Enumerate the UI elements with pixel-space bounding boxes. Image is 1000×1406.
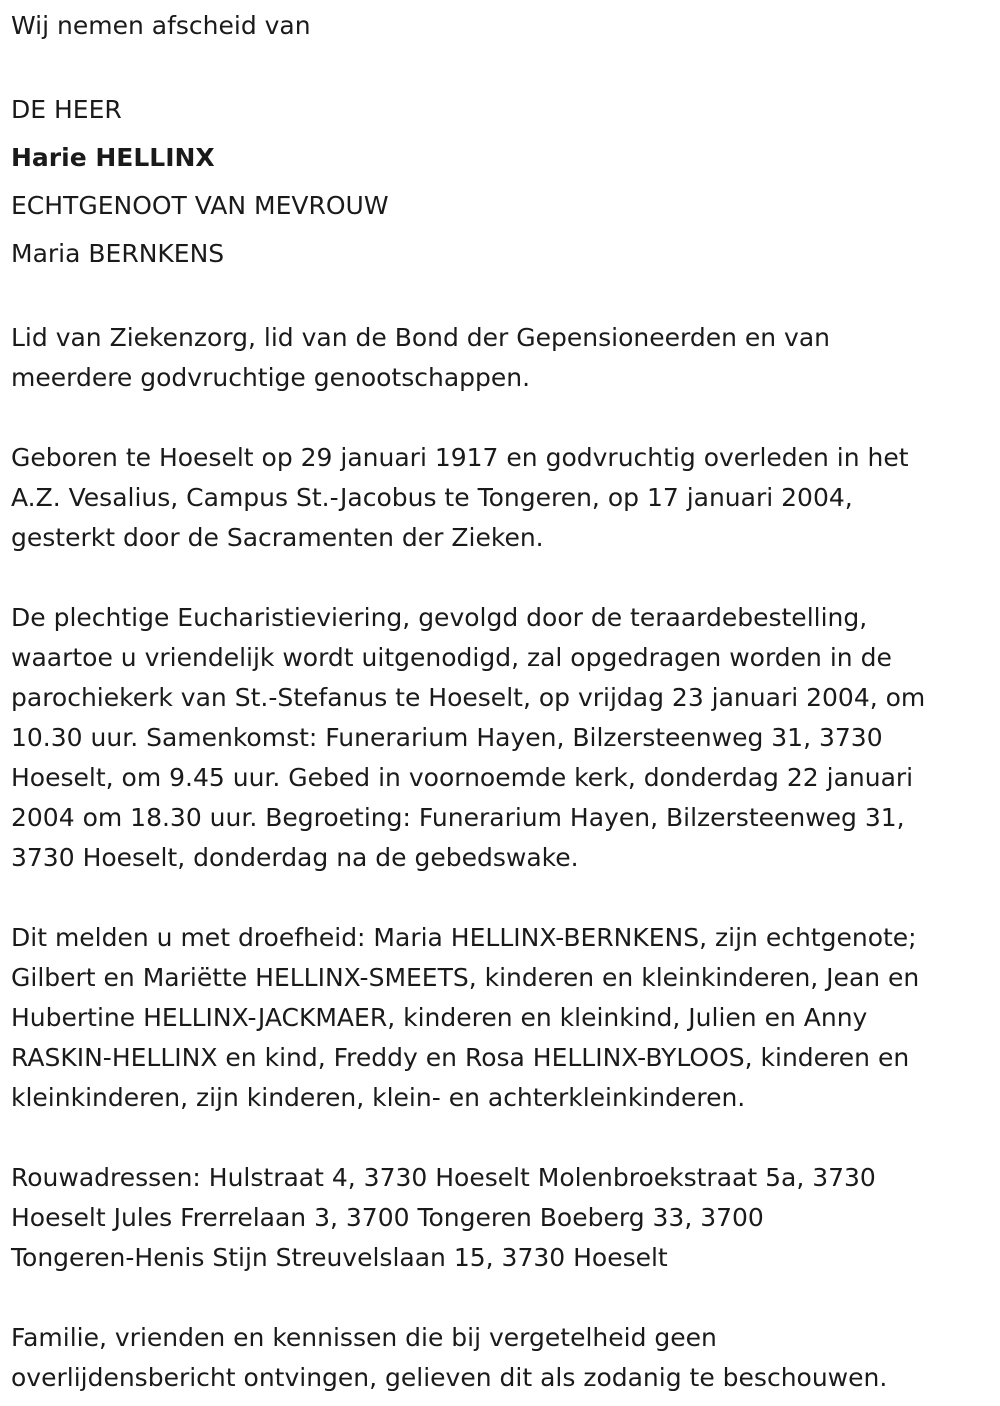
- text-line: Lid van Ziekenzorg, lid van de Bond der Gepensioneerden en van: [11, 323, 831, 352]
- text-line: Tongeren-Henis Stijn Streuvelslaan 15, 3730 Hoeselt: [11, 1243, 668, 1272]
- birth-death-paragraph: [11, 438, 990, 558]
- text-line: 10.30 uur. Samenkomst: Funerarium Hayen, Bilzersteenweg 31, 3730: [11, 723, 883, 752]
- text-line: Hoeselt, om 9.45 uur. Gebed in voornoemde kerk, donderdag 22 januari: [11, 763, 914, 792]
- text-line: Familie, vrienden en kennissen die bij vergetelheid geen: [11, 1323, 717, 1352]
- text-line: overlijdensbericht ontvingen, gelieven dit als zodanig te beschouwen.: [11, 1363, 888, 1392]
- text-line: RASKIN-HELLINX en kind, Freddy en Rosa HELLINX-BYLOOS, kinderen en: [11, 1043, 910, 1072]
- deceased-name: Harie HELLINX: [11, 143, 215, 172]
- text-line: De plechtige Eucharistieviering, gevolgd door de teraardebestelling,: [11, 603, 868, 632]
- text-line: 3730 Hoeselt, donderdag na de gebedswake.: [11, 843, 579, 872]
- text-line: Rouwadressen: Hulstraat 4, 3730 Hoeselt Molenbroekstraat 5a, 3730: [11, 1163, 876, 1192]
- text-line: meerdere godvruchtige genootschappen.: [11, 363, 531, 392]
- text-line: Gilbert en Mariëtte HELLINX-SMEETS, kinderen en kleinkinderen, Jean en: [11, 963, 920, 992]
- text-line: Hoeselt Jules Frerrelaan 3, 3700 Tongeren Boeberg 33, 3700: [11, 1203, 764, 1232]
- ceremony-paragraph: [11, 598, 990, 878]
- relation-text: ECHTGENOOT VAN MEVROUW: [11, 191, 389, 220]
- text-line: kleinkinderen, zijn kinderen, klein- en achterkleinkinderen.: [11, 1083, 746, 1112]
- family-paragraph: [11, 918, 990, 1118]
- deceased-block: [11, 86, 990, 278]
- closing-paragraph: [11, 1318, 990, 1398]
- text-line: parochiekerk van St.-Stefanus te Hoeselt, op vrijdag 23 januari 2004, om: [11, 683, 926, 712]
- text-line: gesterkt door de Sacramenten der Zieken.: [11, 523, 544, 552]
- membership-paragraph: [11, 318, 990, 398]
- spouse-name: Maria BERNKENS: [11, 239, 225, 268]
- text-line: 2004 om 18.30 uur. Begroeting: Funerarium Hayen, Bilzersteenweg 31,: [11, 803, 905, 832]
- intro-text: Wij nemen afscheid van: [11, 11, 311, 40]
- text-line: Geboren te Hoeselt op 29 januari 1917 en godvruchtig overleden in het: [11, 443, 909, 472]
- text-line: Dit melden u met droefheid: Maria HELLINX-BERNKENS, zijn echtgenote;: [11, 923, 917, 952]
- deceased-title: DE HEER: [11, 95, 122, 124]
- text-line: Hubertine HELLINX-JACKMAER, kinderen en kleinkind, Julien en Anny: [11, 1003, 868, 1032]
- text-line: waartoe u vriendelijk wordt uitgenodigd, zal opgedragen worden in de: [11, 643, 892, 672]
- text-line: A.Z. Vesalius, Campus St.-Jacobus te Tongeren, op 17 januari 2004,: [11, 483, 853, 512]
- addresses-paragraph: [11, 1158, 990, 1278]
